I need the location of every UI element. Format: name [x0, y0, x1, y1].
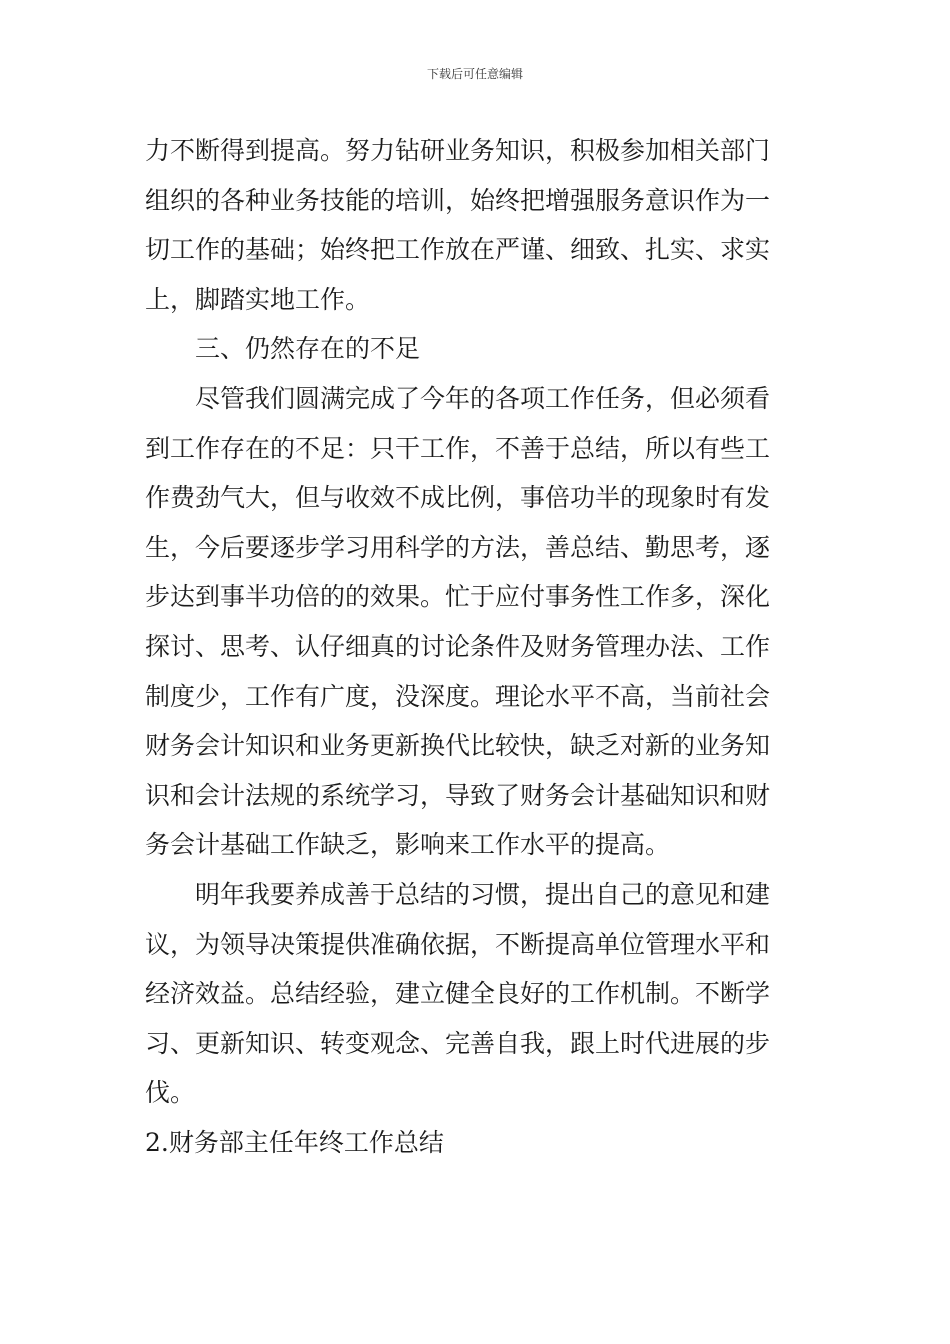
text-line: 作费劲气大，但与收效不成比例，事倍功半的现象时有发 — [145, 483, 771, 513]
text-line: 步达到事半功倍的的效果。忙于应付事务性工作多，深化 — [145, 582, 771, 612]
page-header: 下载后可任意编辑 — [426, 67, 523, 81]
text-line: 上，脚踏实地工作。 — [145, 284, 371, 314]
text-line: 制度少，工作有广度，没深度。理论水平不高，当前社会 — [145, 681, 771, 711]
text-line: 生，今后要逐步学习用科学的方法，善总结、勤思考，逐 — [145, 532, 771, 562]
document-title: 2.财务部主任年终工作总结 — [145, 1127, 444, 1157]
text-line: 务会计基础工作缺乏，影响来工作水平的提高。 — [145, 830, 671, 860]
text-line: 伐。 — [145, 1078, 196, 1108]
section-heading: 三、仍然存在的不足 — [195, 334, 421, 364]
text-line: 明年我要养成善于总结的习惯，提出自己的意见和建 — [195, 879, 771, 909]
text-line: 识和会计法规的系统学习，导致了财务会计基础知识和财 — [145, 780, 771, 810]
text-line: 经济效益。总结经验，建立健全良好的工作机制。不断学 — [145, 979, 771, 1009]
text-line: 议，为领导决策提供准确依据，不断提高单位管理水平和 — [145, 929, 771, 959]
text-line: 尽管我们圆满完成了今年的各项工作任务，但必须看 — [195, 383, 771, 413]
text-line: 切工作的基础；始终把工作放在严谨、细致、扎实、求实 — [145, 235, 771, 265]
text-line: 到工作存在的不足：只干工作，不善于总结，所以有些工 — [145, 433, 771, 463]
text-line: 财务会计知识和业务更新换代比较快，缺乏对新的业务知 — [145, 731, 771, 761]
text-line: 组织的各种业务技能的培训，始终把增强服务意识作为一 — [145, 185, 771, 215]
text-line: 习、更新知识、转变观念、完善自我，跟上时代进展的步 — [145, 1028, 771, 1058]
document-body — [145, 126, 810, 1167]
text-line: 力不断得到提高。努力钻研业务知识，积极参加相关部门 — [145, 136, 771, 165]
text-line: 探讨、思考、认仔细真的讨论条件及财务管理办法、工作 — [145, 631, 771, 661]
